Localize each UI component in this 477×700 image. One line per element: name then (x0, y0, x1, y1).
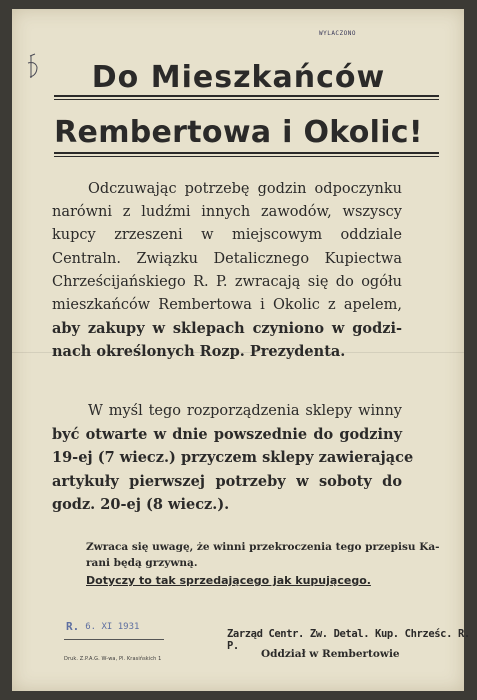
title-rule-1 (54, 95, 439, 97)
signature-line-2: Oddział w Rembertowie (261, 648, 400, 660)
paragraph-1-line: narówni z ludźmi innych zawodów, wszyscy (52, 204, 402, 221)
paragraph-2-line: godz. 20-ej (8 wiecz.). (52, 495, 230, 513)
archive-stamp: WYLACZONO (318, 30, 356, 37)
rubber-stamp (66, 618, 160, 635)
signature-line-1: Zarząd Centr. Zw. Detal. Kup. Chrześc. R. P. (227, 628, 470, 652)
rubber-stamp-mark: R. (66, 620, 80, 633)
title-line-2: Rembertowa i Okolic! (54, 115, 423, 150)
paragraph-1-line: Centraln. Związku Detalicznego Kupiectwa (52, 250, 402, 267)
paragraph-2-line: W myśl tego rozporządzenia sklepy winny (88, 403, 402, 419)
paragraph-1-line: Odczuwając potrzebę godzin odpoczynku (88, 181, 402, 197)
warning-note-line: rani będą grzywną. (86, 557, 198, 569)
title-rule-1b (54, 99, 439, 100)
paragraph-1 (52, 178, 402, 364)
paragraph-2-line: artykuły pierwszej potrzeby w soboty do (52, 472, 402, 490)
paragraph-2-line: być otwarte w dnie powszednie do godziny (52, 426, 402, 444)
paragraph-1-line: Chrześcijańskiego R. P. zwracają się do ogółu (52, 273, 402, 290)
title-line-1: Do Mieszkańców (91, 60, 386, 95)
warning-note-line: Zwraca się uwagę, że winni przekroczenia tego przepisu Ka- (86, 541, 440, 553)
underlined-note: Dotyczy to tak sprzedającego jak kupującego. (86, 574, 371, 587)
printer-imprint: Druk. Z.P.A.G. W-wa, Pl. Krasińskich 1 (64, 656, 162, 662)
warning-note (86, 539, 440, 571)
paragraph-1-line: aby zakupy w sklepach czyniono w godzi- (52, 320, 402, 338)
title-rule-2 (54, 152, 439, 154)
rubber-stamp-date: 6. XI 1931 (85, 621, 140, 632)
paragraph-1-line: mieszkańców Rembertowa i Okolic z apelem, (52, 297, 402, 314)
printer-rule (64, 639, 164, 640)
paragraph-1-line: nach określonych Rozp. Prezydenta. (52, 343, 346, 361)
paragraph-2-line: 19-ej (7 wiecz.) przyczem sklepy zawierające (52, 449, 414, 467)
paragraph-1-line: kupcy zrzeszeni w miejscowym oddziale (52, 227, 402, 244)
paragraph-2 (52, 400, 414, 516)
title-rule-2b (54, 156, 439, 157)
